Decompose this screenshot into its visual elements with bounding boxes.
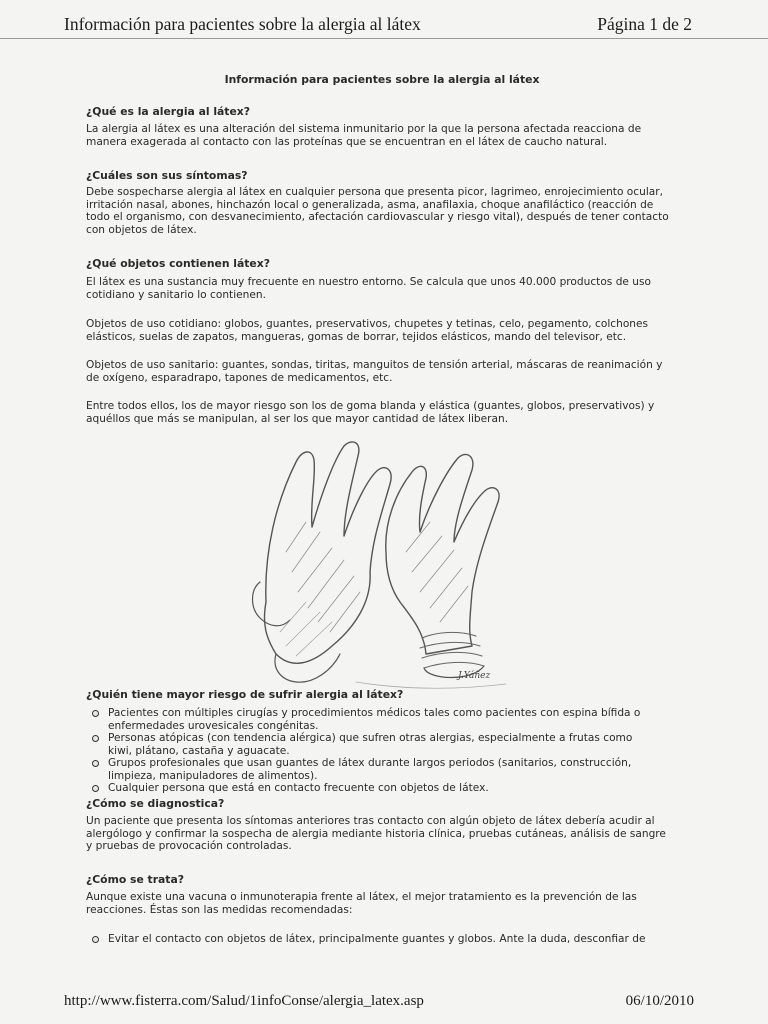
section-text-diagnosis: Un paciente que presenta los síntomas anteriores tras contacto con algún objeto de látex debería acudir al alergólogo y confirmar la sospecha de alergia mediante historia clínica, pruebas cutáneas, análisis de sangre y pruebas de provocación controladas. [86,815,666,853]
bullet-frequent-contact: Cualquier persona que está en contacto frecuente con objetos de látex. [108,782,678,795]
bullet-icon [92,936,99,943]
section-text-what-is: La alergia al látex es una alteración del sistema inmunitario por la que la persona afectada reacciona de manera exagerada al contacto con las proteínas que se encuentran en el látex de caucho natural. [86,123,642,148]
paragraph-medical-objects: Objetos de uso sanitario: guantes, sondas, tiritas, manguitos de tensión arterial, máscaras de reanimación y de oxígeno, esparadrapo, tapones de medicamentos, etc. [86,359,663,384]
section-heading-risk-groups: ¿Quién tiene mayor riesgo de sufrir alergia al látex? [86,688,404,701]
page-number: Página 1 de 2 [597,14,692,34]
bullet-icon [92,785,99,792]
bullet-professional-groups: Grupos profesionales que usan guantes de látex durante largos periodos (sanitarios, construcción, limpieza, manipuladores de alimentos). [108,757,678,782]
page-footer [0,990,768,1020]
bullet-icon [92,735,99,742]
section-text-treatment: Aunque existe una vacuna o inmunoterapia frente al látex, el mejor tratamiento es la prevención de las reacciones. Éstas son las medidas recomendadas: [86,891,637,916]
section-heading-objects: ¿Qué objetos contienen látex? [86,257,270,270]
bullet-atopic-people: Personas atópicas (con tendencia alérgica) que sufren otras alergias, especialmente a frutas como kiwi, plátano, castaña y aguacate. [108,732,678,757]
paragraph-highest-risk: Entre todos ellos, los de mayor riesgo son los de goma blanda y elástica (guantes, globos, preservativos) y aquéllos que más se manipulan, al ser los que mayor cantidad de látex liberan. [86,400,655,425]
page-header [0,0,768,40]
paragraph-objects-intro: El látex es una sustancia muy frecuente en nuestro entorno. Se calcula que unos 40.000 productos de uso cotidiano y sanitario lo contienen. [86,276,652,301]
section-heading-symptoms: ¿Cuáles son sus síntomas? [86,169,248,182]
bullet-icon [92,760,99,767]
footer-url: http://www.fisterra.com/Salud/1infoConse/alergia_latex.asp [64,993,424,1009]
bullet-avoid-contact: Evitar el contacto con objetos de látex, principalmente guantes y globos. Ante la duda, desconfiar de [108,933,678,946]
section-heading-what-is: ¿Qué es la alergia al látex? [86,105,251,118]
bullet-icon [92,710,99,717]
section-heading-treatment: ¿Cómo se trata? [86,873,185,886]
bullet-multiple-surgeries: Pacientes con múltiples cirugías y procedimientos médicos tales como pacientes con espina bífida o enfermedades urovesicales congénitas. [108,707,678,732]
header-divider [0,38,768,39]
header-title: Información para pacientes sobre la alergia al látex [64,14,421,34]
section-heading-diagnosis: ¿Cómo se diagnostica? [86,797,225,810]
latex-gloves-illustration [236,432,526,694]
illustration-signature: J.Yáñez [458,671,491,681]
footer-date: 06/10/2010 [625,993,694,1009]
document-title: Información para pacientes sobre la alergia al látex [224,73,540,86]
paragraph-daily-objects: Objetos de uso cotidiano: globos, guantes, preservativos, chupetes y tetinas, celo, pegamento, colchones elásticos, suelas de zapatos, mangueras, gomas de borrar, tejidos elásticos, mando del televisor, etc. [86,318,649,343]
section-text-symptoms: Debe sospecharse alergia al látex en cualquier persona que presenta picor, lagrimeo, enrojecimiento ocular, irritación nasal, abones, hinchazón local o generalizada, asma, anafilaxia, choque anafiláctico (reacción de todo el organismo, con desvanecimiento, afectación cardiovascular y riesgo vital), después de tener contacto con objetos de látex. [86,186,669,236]
